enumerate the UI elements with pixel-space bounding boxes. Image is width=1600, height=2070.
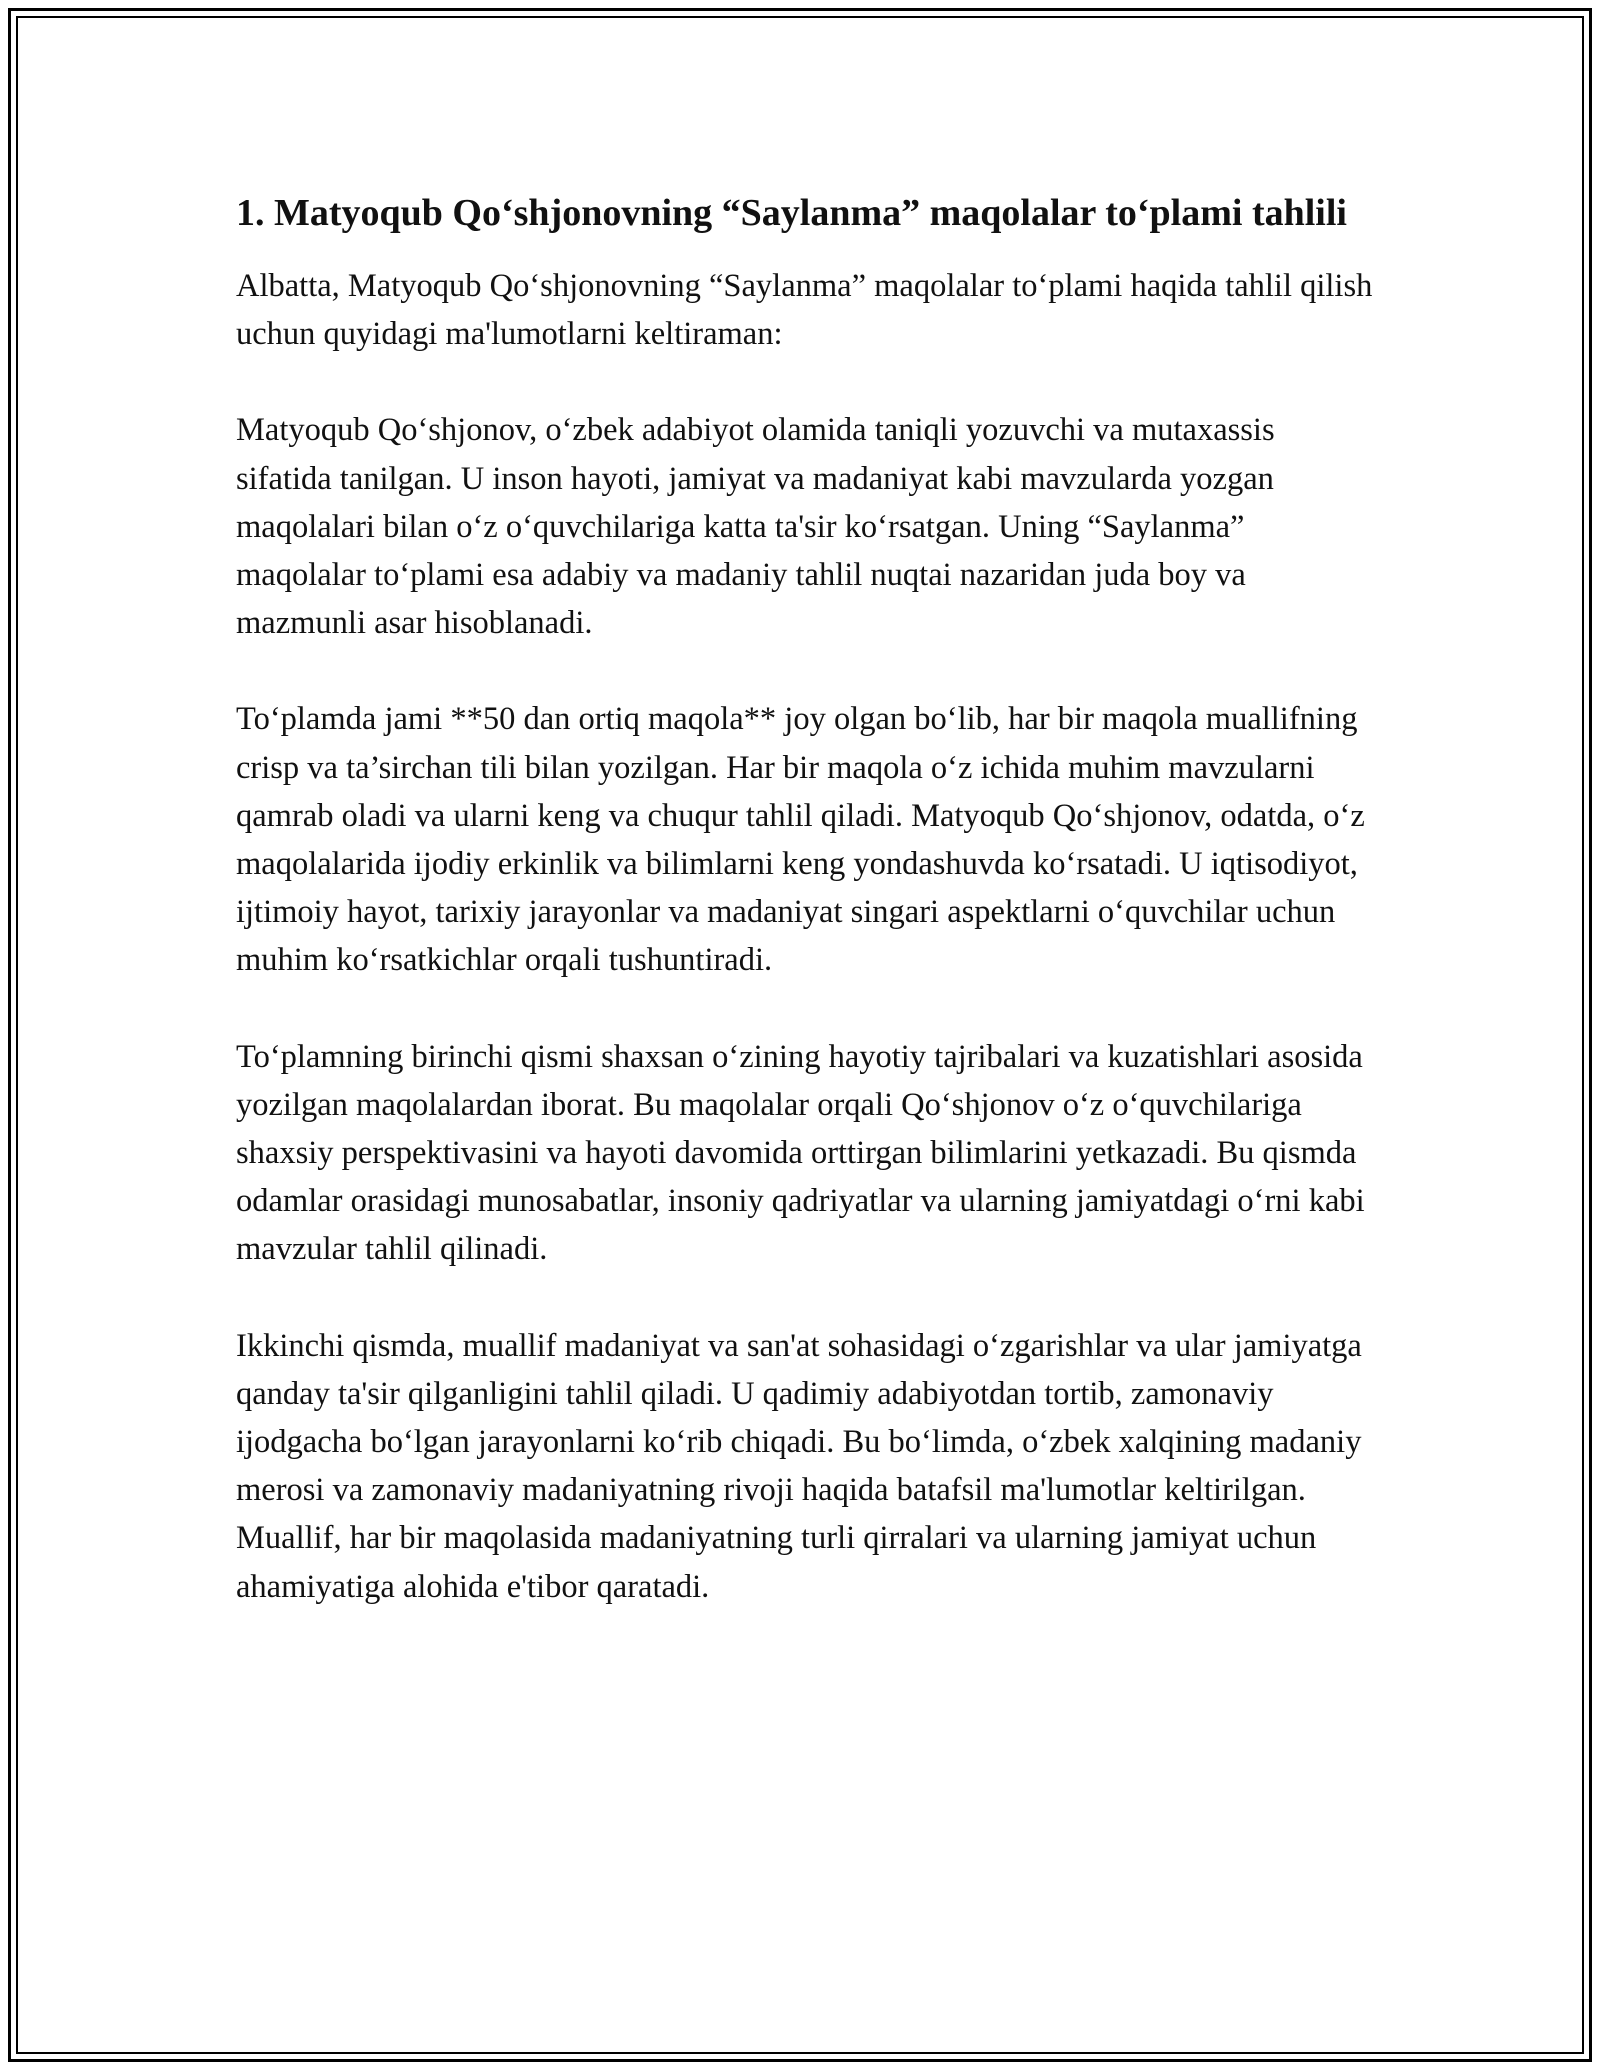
paragraph-author: Matyoqub Qo‘shjonov, o‘zbek adabiyot olamida taniqli yozuvchi va mutaxassis sifatida tanilgan. U inson hayoti, jamiyat va madaniyat kabi mavzularda yozgan maqolalari bilan o‘z o‘quvchilariga katta ta'sir ko‘rsatgan. Uning “Saylanma” maqolalar to‘plami esa adabiy va madaniy tahlil nuqtai nazaridan juda boy va mazmunli asar hisoblanadi. (236, 412, 1275, 642)
paragraph-intro: Albatta, Matyoqub Qo‘shjonovning “Saylanma” maqolalar to‘plami haqida tahlil qilish uchun quyidagi ma'lumotlarni keltiraman: (236, 268, 1373, 353)
paragraph-second-part: Ikkinchi qismda, muallif madaniyat va san'at sohasidagi o‘zgarishlar va ular jamiyatga qanday ta'sir qilganligini tahlil qiladi. U qadimiy adabiyotdan tortib, zamonaviy ijodgacha bo‘lgan jarayonlarni ko‘rib chiqadi. Bu bo‘limda, o‘zbek xalqining madaniy merosi va zamonaviy madaniyatning rivoji haqida batafsil ma'lumotlar keltirilgan. Muallif, har bir maqolasida madaniyatning turli qirralari va ularning jamiyat uchun ahamiyatiga alohida e'tibor qaratadi. (236, 1327, 1362, 1605)
paragraph-collection: To‘plamda jami **50 dan ortiq maqola** joy olgan bo‘lib, har bir maqola muallifning crisp va ta’sirchan tili bilan yozilgan. Har bir maqola o‘z ichida muhim mavzularni qamrab oladi va ularni keng va chuqur tahlil qiladi. Matyoqub Qo‘shjonov, odatda, o‘z maqolalarida ijodiy erkinlik va bilimlarni keng yondashuvda ko‘rsatadi. U iqtisodiyot, ijtimoiy hayot, tarixiy jarayonlar va madaniyat singari aspektlarni o‘quvchilar uchun muhim ko‘rsatkichlar orqali tushuntiradi. (236, 701, 1365, 979)
document-body (236, 186, 1376, 1659)
document-title: 1. Matyoqub Qo‘shjonovning “Saylanma” maqolalar to‘plami tahlili (236, 192, 1347, 234)
paragraph-first-part: To‘plamning birinchi qismi shaxsan o‘zining hayotiy tajribalari va kuzatishlari asosida yozilgan maqolalardan iborat. Bu maqolalar orqali Qo‘shjonov o‘z o‘quvchilariga shaxsiy perspektivasini va hayoti davomida orttirgan bilimlarini yetkazadi. Bu qismda odamlar orasidagi munosabatlar, insoniy qadriyatlar va ularning jamiyatdagi o‘rni kabi mavzular tahlil qilinadi. (236, 1038, 1365, 1268)
